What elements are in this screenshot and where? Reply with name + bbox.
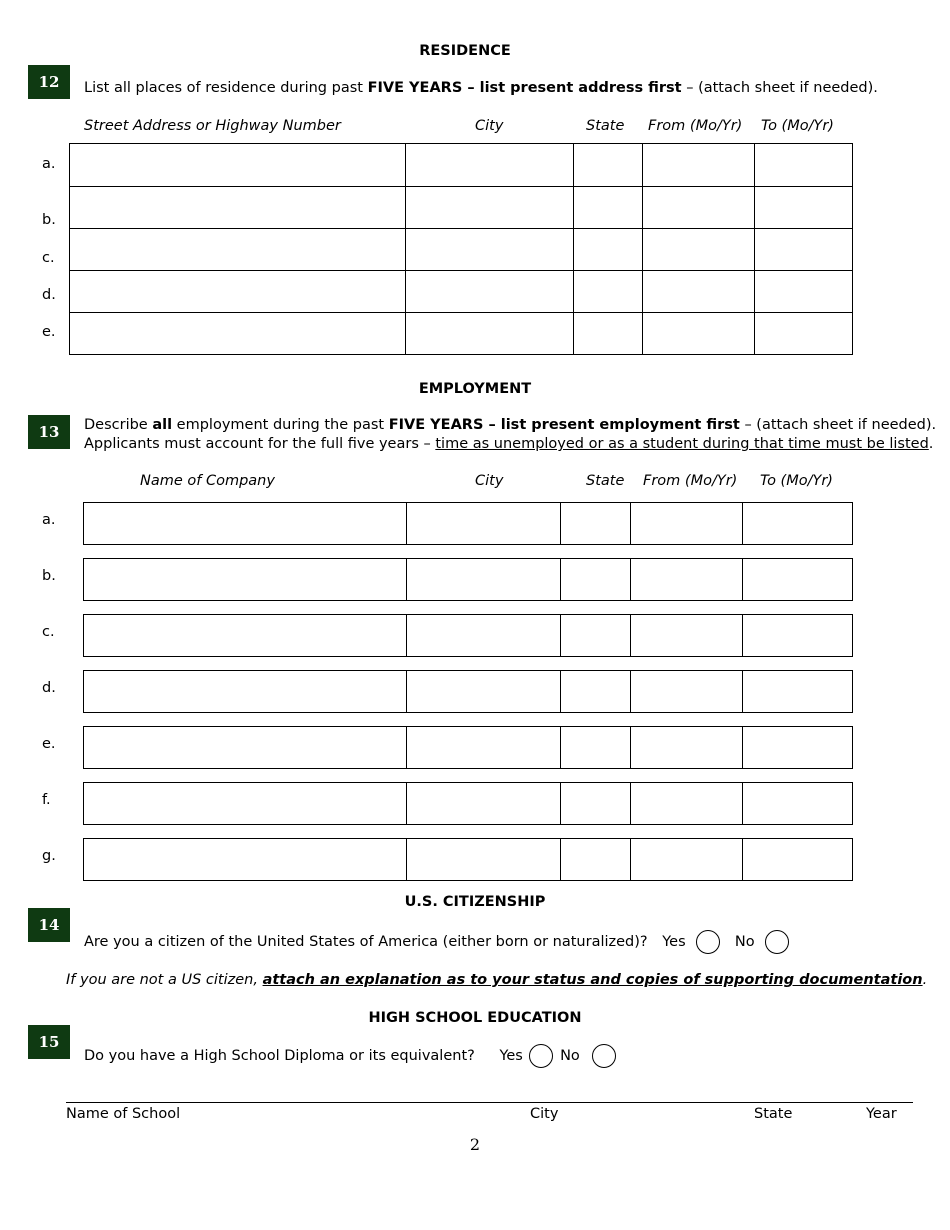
employment-col-divider <box>560 671 561 712</box>
employment-col-divider <box>742 503 743 544</box>
employment-header-from: From (Mo/Yr) <box>643 473 738 489</box>
school-header-name: Name of School <box>66 1106 181 1122</box>
residence-row-divider <box>70 270 852 271</box>
employment-instruction-line1: Describe all employment during the past FIVE YEARS – list present employment first – (attach sheet if needed). <box>84 417 937 433</box>
residence-title: RESIDENCE <box>419 43 511 59</box>
residence-header-city: City <box>475 118 504 134</box>
residence-header-street: Street Address or Highway Number <box>84 118 341 134</box>
employment-row-label: d. <box>42 680 56 696</box>
residence-header-state: State <box>586 118 625 134</box>
employment-col-divider <box>630 615 631 656</box>
employment-col-divider <box>560 839 561 880</box>
residence-row-divider <box>70 312 852 313</box>
residence-row-label-a: a. <box>42 156 56 172</box>
citizenship-yes-radio[interactable] <box>696 930 720 954</box>
residence-row-label-d: d. <box>42 287 56 303</box>
residence-col-divider <box>573 144 574 354</box>
page-number: 2 <box>469 1135 481 1154</box>
employment-col-divider <box>560 503 561 544</box>
employment-instruction-line2: Applicants must account for the full five years – time as unemployed or as a student during that time must be listed. <box>84 436 934 452</box>
residence-row-label-c: c. <box>42 250 55 266</box>
residence-col-divider <box>405 144 406 354</box>
employment-row-label: a. <box>42 512 56 528</box>
school-header-year: Year <box>866 1106 897 1122</box>
employment-col-divider <box>560 615 561 656</box>
employment-row-label: e. <box>42 736 56 752</box>
employment-row[interactable] <box>83 782 853 825</box>
employment-col-divider <box>406 839 407 880</box>
high-school-yes-radio[interactable] <box>529 1044 553 1068</box>
employment-col-divider <box>630 671 631 712</box>
employment-col-divider <box>742 615 743 656</box>
section-15-badge: 15 <box>28 1025 70 1059</box>
employment-col-divider <box>742 559 743 600</box>
employment-col-divider <box>560 559 561 600</box>
employment-col-divider <box>406 727 407 768</box>
citizenship-question-row <box>84 930 789 954</box>
high-school-yes-label: Yes <box>499 1048 523 1064</box>
school-header-state: State <box>754 1106 793 1122</box>
employment-col-divider <box>406 559 407 600</box>
residence-table[interactable] <box>69 143 853 355</box>
employment-col-divider <box>560 727 561 768</box>
employment-header-company: Name of Company <box>140 473 275 489</box>
school-entry-line[interactable] <box>66 1102 913 1103</box>
employment-row[interactable] <box>83 614 853 657</box>
employment-row[interactable] <box>83 726 853 769</box>
citizenship-note: If you are not a US citizen, attach an explanation as to your status and copies of supporting documentation. <box>66 972 928 988</box>
employment-col-divider <box>630 727 631 768</box>
citizenship-question: Are you a citizen of the United States of America (either born or naturalized)? <box>84 934 648 950</box>
residence-header-to: To (Mo/Yr) <box>761 118 834 134</box>
employment-col-divider <box>406 783 407 824</box>
employment-row[interactable] <box>83 558 853 601</box>
school-header-city: City <box>530 1106 559 1122</box>
residence-header-from: From (Mo/Yr) <box>648 118 743 134</box>
section-14-badge: 14 <box>28 908 70 942</box>
employment-col-divider <box>406 671 407 712</box>
citizenship-no-radio[interactable] <box>765 930 789 954</box>
section-13-badge: 13 <box>28 415 70 449</box>
high-school-no-radio[interactable] <box>592 1044 616 1068</box>
employment-col-divider <box>742 671 743 712</box>
employment-title: EMPLOYMENT <box>418 381 532 397</box>
residence-col-divider <box>642 144 643 354</box>
residence-row-divider <box>70 186 852 187</box>
residence-instruction: List all places of residence during past FIVE YEARS – list present address first – (attach sheet if needed). <box>84 80 878 96</box>
citizenship-title: U.S. CITIZENSHIP <box>404 894 546 910</box>
high-school-question: Do you have a High School Diploma or its equivalent? <box>84 1048 475 1064</box>
employment-col-divider <box>630 783 631 824</box>
employment-header-to: To (Mo/Yr) <box>760 473 833 489</box>
high-school-question-row <box>84 1044 616 1068</box>
high-school-no-label: No <box>560 1048 580 1064</box>
employment-header-state: State <box>586 473 625 489</box>
citizenship-no-label: No <box>734 934 755 950</box>
employment-col-divider <box>630 503 631 544</box>
employment-col-divider <box>742 727 743 768</box>
employment-row[interactable] <box>83 502 853 545</box>
employment-row[interactable] <box>83 670 853 713</box>
employment-col-divider <box>742 839 743 880</box>
employment-row-label: g. <box>42 848 56 864</box>
high-school-title: HIGH SCHOOL EDUCATION <box>368 1010 582 1026</box>
employment-col-divider <box>630 839 631 880</box>
employment-row[interactable] <box>83 838 853 881</box>
residence-row-label-b: b. <box>42 212 56 228</box>
employment-col-divider <box>406 615 407 656</box>
residence-row-label-e: e. <box>42 324 56 340</box>
residence-row-divider <box>70 228 852 229</box>
citizenship-yes-label: Yes <box>662 934 686 950</box>
section-12-badge: 12 <box>28 65 70 99</box>
employment-col-divider <box>630 559 631 600</box>
employment-row-label: b. <box>42 568 56 584</box>
employment-header-city: City <box>475 473 504 489</box>
residence-col-divider <box>754 144 755 354</box>
employment-row-label: c. <box>42 624 55 640</box>
employment-row-label: f. <box>42 792 51 808</box>
employment-col-divider <box>742 783 743 824</box>
employment-col-divider <box>560 783 561 824</box>
employment-col-divider <box>406 503 407 544</box>
